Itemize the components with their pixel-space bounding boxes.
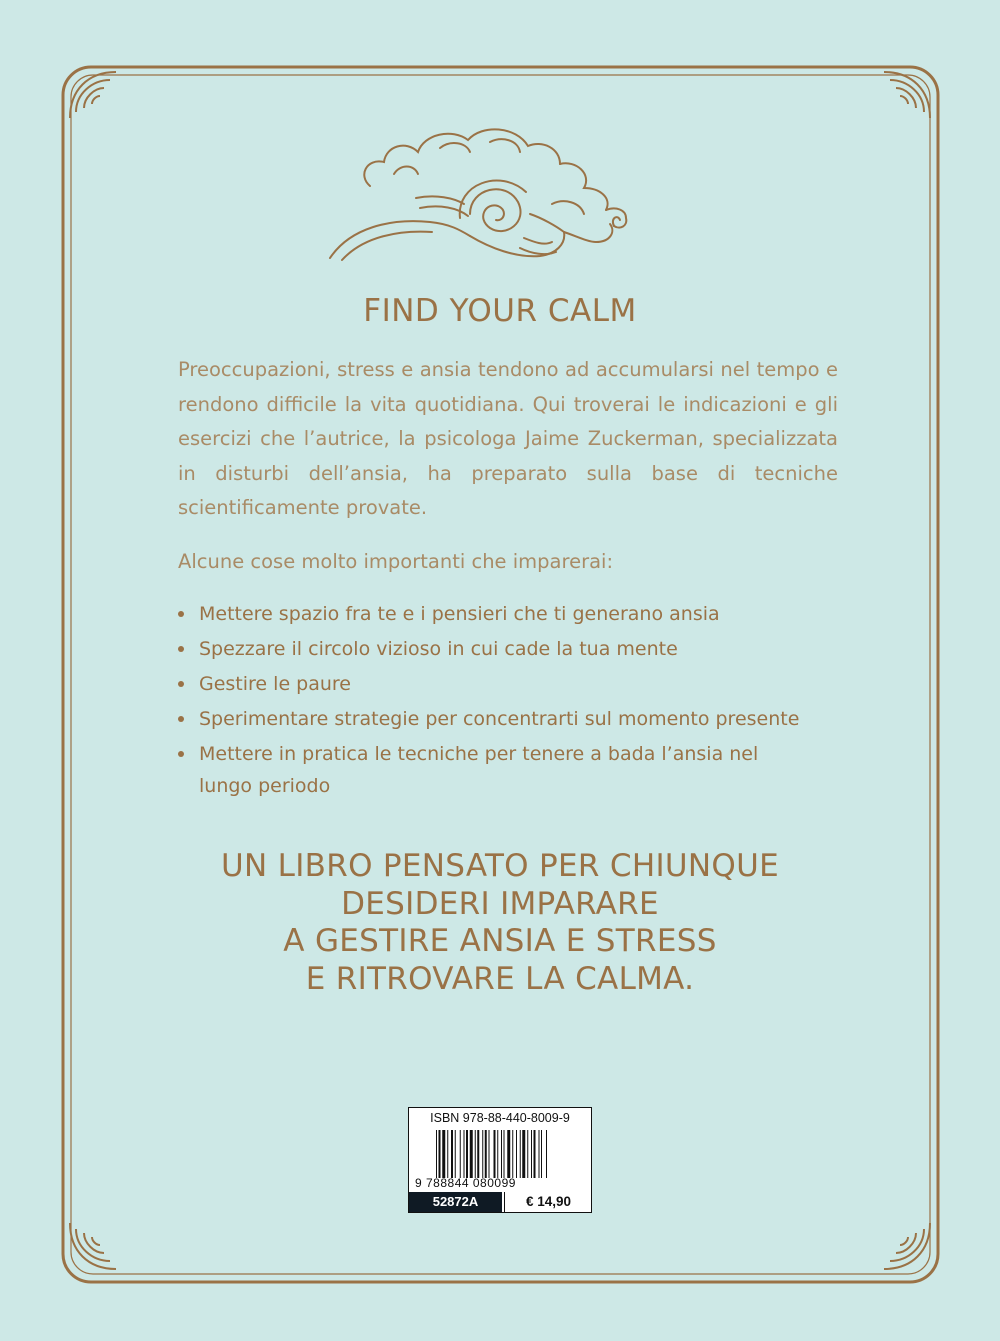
bullet-icon	[178, 716, 184, 722]
list-item-text: Mettere in pratica le tecniche per tenere a bada l’ansia nel lungo periodo	[199, 743, 759, 797]
product-code: 52872A	[409, 1192, 502, 1212]
cloud-wave-icon	[320, 118, 670, 278]
corner-ornament-top-left	[70, 72, 116, 118]
list-item	[176, 668, 856, 700]
tagline	[0, 848, 1000, 998]
barcode-label	[408, 1107, 592, 1213]
list-item	[176, 598, 856, 630]
bullet-icon	[178, 611, 184, 617]
list-lead: Alcune cose molto importanti che imparerai:	[178, 550, 614, 573]
tagline-line: DESIDERI IMPARARE	[341, 885, 659, 922]
barcode-digits: 9 788844 080099	[415, 1176, 516, 1190]
tagline-line: UN LIBRO PENSATO PER CHIUNQUE	[221, 848, 779, 884]
list-item-text: Gestire le paure	[199, 673, 351, 695]
isbn-text: ISBN 978-88-440-8009-9	[430, 1111, 570, 1125]
list-item	[176, 703, 856, 735]
bullet-icon	[178, 751, 184, 757]
barcode-icon	[436, 1130, 586, 1178]
intro-paragraph: Preoccupazioni, stress e ansia tendono ad accumularsi nel tempo e rendono difficile la vita quotidiana. Qui troverai le indicazioni e gli esercizi che l’autrice, la psicologa Jaime Zuckerman, specializzata in disturbi dell’ansia, ha preparato sulla base di tecniche scientificamente provate.	[178, 358, 838, 519]
corner-ornament-top-right	[884, 72, 930, 118]
corner-ornament-bottom-left	[70, 1223, 116, 1269]
list-item-text: Spezzare il circolo vizioso in cui cade la tua mente	[199, 638, 678, 660]
list-item	[176, 633, 856, 665]
list-item-text: Sperimentare strategie per concentrarti sul momento presente	[199, 708, 800, 730]
page-title: FIND YOUR CALM	[363, 293, 637, 329]
bullet-icon	[178, 646, 184, 652]
tagline-line: E RITROVARE LA CALMA.	[305, 960, 695, 997]
bullet-icon	[178, 681, 184, 687]
tagline-line: A GESTIRE ANSIA E STRESS	[283, 923, 717, 959]
list-item	[176, 738, 764, 802]
corner-ornament-bottom-right	[884, 1223, 930, 1269]
list-item-text: Mettere spazio fra te e i pensieri che ti generano ansia	[199, 603, 720, 625]
bullet-list	[176, 598, 856, 805]
price: € 14,90	[504, 1192, 592, 1212]
